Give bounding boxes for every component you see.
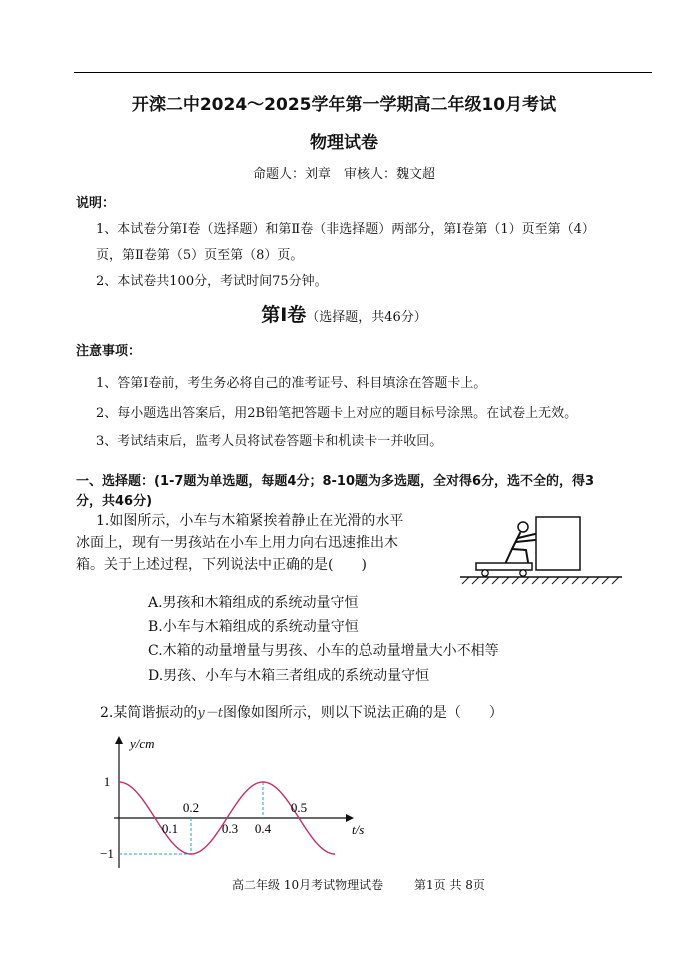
- x-axis-arrow: [346, 814, 354, 822]
- y-tick-label-1: 1: [103, 774, 111, 789]
- ground-hatching: [462, 577, 619, 584]
- volume-title: 第Ⅰ卷: [261, 304, 307, 326]
- top-rule: [74, 72, 652, 73]
- y-axis-arrow: [115, 736, 123, 744]
- section-1-heading-line-2: 分，共46分): [76, 494, 153, 509]
- x-tick-label-0.5: 0.5: [290, 800, 308, 815]
- q1-option-a: A.男孩和木箱组成的系统动量守恒: [148, 595, 359, 611]
- boy-figure: [506, 522, 535, 562]
- q1-option-b: B.小车与木箱组成的系统动量守恒: [148, 619, 359, 635]
- notes-item-3: 3、考试结束后，监考人员将试卷答题卡和机读卡一并收回。: [96, 434, 443, 449]
- wooden-box: [536, 517, 580, 570]
- exam-subject: 物理试卷: [310, 133, 378, 153]
- footer-left: 高二年级 10月考试物理试卷: [232, 878, 384, 892]
- notes-item-1: 1、答第Ⅰ卷前，考生务必将自己的准考证号、科目填涂在答题卡上。: [96, 376, 487, 391]
- notes-heading: 注意事项：: [76, 344, 142, 359]
- q2-chart: [96, 732, 386, 872]
- volume-note: （选择题，共46分）: [306, 310, 427, 325]
- volume-heading: [0, 300, 688, 327]
- section-1-heading-line-1: 一、选择题：(1-7题为单选题，每题4分；8-10题为多选题，全对得6分，选不全的，得3: [76, 474, 595, 489]
- footer-right: 第1页 共 8页: [414, 878, 485, 892]
- cart-wheel-left: [482, 570, 488, 576]
- instructions-item-1-line-2: 页，第Ⅱ卷第（5）页至第（8）页。: [96, 248, 304, 263]
- notes-item-2: 2、每小题选出答案后，用2B铅笔把答题卡上对应的题目标号涂黑。在试卷上无效。: [96, 406, 578, 421]
- q1-option-c: C.木箱的动量增量与男孩、小车的总动量增量大小不相等: [148, 643, 499, 659]
- cart-body: [476, 563, 532, 570]
- x-tick-label-0.2: 0.2: [182, 800, 200, 815]
- q1-stem-line-3: 箱。关于上述过程，下列说法中正确的是( ): [76, 557, 367, 573]
- q2-stem-pre: 2.某简谐振动的: [100, 705, 198, 721]
- instructions-item-2: 2、本试卷共100分，考试时间75分钟。: [96, 274, 328, 289]
- x-tick-label-0.3: 0.3: [221, 821, 239, 836]
- q1-figure: [456, 512, 626, 588]
- q2-stem: [100, 702, 503, 722]
- x-tick-label-0.4: 0.4: [254, 821, 272, 836]
- exam-title: 开滦二中2024～2025学年第一学期高二年级10月考试: [131, 95, 557, 115]
- q1-option-d: D.男孩、小车与木箱三者组成的系统动量守恒: [148, 668, 430, 684]
- y-tick-label--1: −1: [100, 846, 114, 861]
- exam-authors: 命题人：刘章 审核人：魏文超: [252, 167, 435, 182]
- q2-stem-math: y－t: [197, 706, 223, 721]
- q1-stem-line-2: 冰面上，现有一男孩站在小车上用力向右迅速推出木: [76, 535, 398, 551]
- instructions-heading: 说明：: [76, 196, 116, 211]
- cart-wheel-right: [520, 570, 526, 576]
- q2-stem-post: 图像如图所示，则以下说法正确的是（ ）: [222, 705, 503, 721]
- q1-stem-line-1: 1.如图所示，小车与木箱紧挨着静止在光滑的水平: [96, 513, 404, 529]
- y-axis-label: y/cm: [130, 736, 155, 751]
- x-axis-label: t/s: [352, 822, 365, 837]
- instructions-item-1-line-1: 1、本试卷分第Ⅰ卷（选择题）和第Ⅱ卷（非选择题）两部分，第Ⅰ卷第（1）页至第（4）: [96, 222, 595, 237]
- x-tick-label-0.1: 0.1: [161, 821, 179, 836]
